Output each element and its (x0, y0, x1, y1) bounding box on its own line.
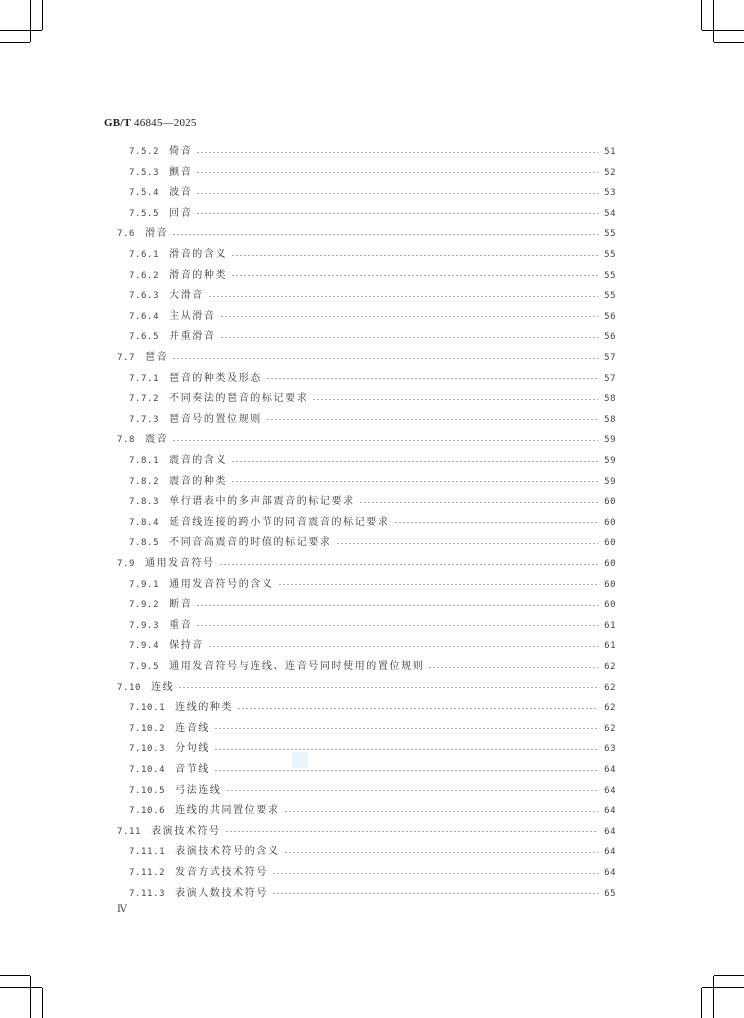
toc-entry-number: 7.11.1 (129, 847, 166, 858)
toc-entry-page: 61 (604, 641, 616, 652)
toc-dot-leader (219, 564, 598, 565)
toc-entry-number: 7.10.1 (129, 703, 166, 714)
toc-entry-title: 通用发音符号的含义 (169, 578, 274, 590)
toc-entry[interactable] (129, 142, 616, 162)
toc-entry-page: 55 (604, 270, 616, 281)
toc-entry-page: 59 (604, 456, 616, 466)
toc-entry-title: 颤音 (169, 166, 193, 178)
toc-entry-number: 7.11.2 (129, 868, 166, 878)
toc-dot-leader (266, 419, 598, 420)
toc-dot-leader (214, 728, 598, 729)
toc-entry-page: 57 (604, 373, 616, 384)
toc-entry-page: 60 (604, 579, 616, 590)
toc-entry-number: 7.8.5 (129, 538, 160, 549)
toc-entry[interactable] (129, 266, 616, 286)
crop-mark-top-left-v2 (42, 0, 43, 30)
toc-entry-title: 通用发音符号与连线、连音号同时使用的置位规则 (169, 661, 425, 672)
toc-dot-leader (208, 296, 598, 297)
toc-entry-page: 51 (604, 147, 616, 157)
toc-entry-number: 7.9.4 (129, 641, 160, 652)
toc-entry[interactable] (129, 410, 616, 430)
toc-dot-leader (272, 893, 598, 894)
toc-entry-title: 连线 (151, 681, 175, 693)
toc-entry-page: 64 (604, 765, 616, 775)
toc-entry-title: 主从滑音 (169, 310, 216, 322)
crop-mark-top-right-h (702, 30, 744, 31)
toc-entry-page: 64 (604, 847, 616, 858)
toc-dot-leader (359, 502, 598, 503)
toc-entry-title: 连音线 (175, 722, 210, 734)
toc-dot-leader (214, 749, 598, 750)
toc-entry-page: 64 (604, 785, 616, 796)
toc-entry-number: 7.9.2 (129, 600, 160, 611)
toc-dot-leader (208, 646, 598, 647)
toc-entry-number: 7.9.5 (129, 662, 160, 672)
document-header (104, 117, 197, 129)
toc-entry-page: 62 (604, 682, 616, 693)
toc-dot-leader (172, 358, 598, 359)
toc-entry-number: 7.10.4 (129, 765, 166, 775)
toc-entry[interactable] (129, 472, 616, 492)
toc-entry-title: 弓法连线 (175, 784, 222, 796)
toc-entry[interactable] (129, 636, 616, 656)
toc-dot-leader (266, 378, 598, 379)
toc-entry-title: 保持音 (169, 640, 204, 652)
toc-entry-page: 64 (604, 806, 616, 817)
toc-entry-title: 琶音的种类及形态 (169, 372, 262, 384)
toc-dot-leader (220, 337, 599, 338)
toc-dot-leader (231, 275, 598, 276)
toc-entry[interactable] (129, 389, 616, 409)
toc-entry-title: 并重滑音 (169, 331, 216, 343)
toc-entry-number: 7.6.3 (129, 291, 160, 302)
toc-entry-number: 7.5.3 (129, 167, 160, 178)
crop-mark-top-right-v2 (701, 0, 702, 30)
toc-entry[interactable] (129, 801, 616, 821)
toc-entry-number: 7.6.5 (129, 332, 160, 343)
toc-entry-page: 52 (604, 167, 616, 178)
crop-mark-bottom-right-v (713, 976, 714, 1018)
toc-entry[interactable] (129, 183, 616, 203)
toc-entry-page: 57 (604, 353, 616, 363)
toc-entry-title: 表演技术符号 (151, 825, 221, 837)
toc-entry-number: 7.8.4 (129, 517, 160, 528)
toc-entry-page: 62 (604, 662, 616, 672)
toc-entry[interactable] (117, 224, 616, 244)
toc-entry[interactable] (129, 760, 616, 780)
toc-dot-leader (284, 852, 598, 853)
toc-entry[interactable] (129, 307, 616, 327)
toc-entry-title: 滑音的种类 (169, 269, 228, 281)
toc-entry-number: 7.6.1 (129, 250, 160, 260)
toc-entry-title: 不同音高震音的时值的标记要求 (169, 537, 332, 549)
toc-entry-title: 震音的种类 (169, 475, 228, 487)
toc-entry-number: 7.9.3 (129, 620, 160, 631)
toc-entry-number: 7.11.3 (129, 888, 166, 899)
toc-dot-leader (336, 543, 599, 544)
toc-entry[interactable] (129, 451, 616, 471)
toc-entry-page: 63 (604, 744, 616, 755)
toc-entry-title: 琶音号的置位规则 (169, 413, 262, 425)
toc-entry-page: 60 (604, 559, 616, 569)
toc-entry-title: 断音 (169, 599, 193, 611)
toc-entry-number: 7.7.1 (129, 373, 160, 384)
toc-entry-number: 7.5.5 (129, 208, 160, 219)
toc-entry[interactable] (129, 657, 616, 677)
toc-entry-page: 55 (604, 229, 616, 240)
toc-entry-page: 58 (604, 394, 616, 405)
toc-entry-page: 60 (604, 517, 616, 528)
toc-entry-page: 60 (604, 600, 616, 611)
crop-mark-bottom-left-h (0, 987, 42, 988)
toc-entry-title: 连线的种类 (175, 702, 234, 714)
toc-entry-number: 7.5.2 (129, 147, 160, 157)
toc-entry-number: 7.8.3 (129, 497, 160, 508)
toc-entry-number: 7.6 (117, 229, 136, 240)
toc-entry-title: 不同奏法的琶音的标记要求 (169, 393, 309, 405)
toc-entry-title: 回音 (169, 207, 193, 219)
toc-dot-leader (172, 234, 598, 235)
toc-entry[interactable] (117, 554, 616, 574)
toc-entry[interactable] (129, 533, 616, 553)
toc-dot-leader (196, 213, 598, 214)
toc-entry-page: 55 (604, 250, 616, 260)
toc-entry-number: 7.10.3 (129, 744, 166, 755)
toc-entry-title: 震音 (145, 434, 169, 446)
watermark-stamp (292, 752, 308, 768)
toc-entry-title: 表演人数技术符号 (175, 887, 268, 899)
toc-entry-title: 连线的共同置位要求 (175, 805, 280, 817)
toc-entry-page: 58 (604, 414, 616, 425)
toc-entry[interactable] (129, 719, 616, 739)
toc-dot-leader (237, 708, 598, 709)
toc-entry-title: 发音方式技术符号 (175, 867, 268, 878)
toc-entry-page: 62 (604, 703, 616, 714)
toc-entry-title: 大滑音 (169, 290, 204, 302)
toc-entry-number: 7.10.2 (129, 723, 166, 734)
standard-code: GB/T (104, 117, 132, 129)
toc-entry[interactable] (129, 286, 616, 306)
toc-dot-leader (196, 152, 598, 153)
toc-entry-number: 7.6.2 (129, 270, 160, 281)
toc-entry[interactable] (129, 616, 616, 636)
crop-mark-top-left-h2 (0, 42, 30, 43)
toc-dot-leader (196, 625, 598, 626)
toc-dot-leader (394, 522, 599, 523)
toc-dot-leader (220, 316, 599, 317)
toc-entry-number: 7.7.3 (129, 414, 160, 425)
toc-dot-leader (172, 440, 598, 441)
toc-entry-title: 音节线 (175, 764, 210, 775)
standard-number: 46845—2025 (134, 117, 197, 129)
toc-entry[interactable] (117, 348, 616, 368)
crop-mark-bottom-left-v2 (42, 988, 43, 1018)
toc-entry[interactable] (129, 884, 616, 904)
toc-entry-page: 56 (604, 311, 616, 322)
toc-entry-page: 60 (604, 538, 616, 549)
toc-entry[interactable] (129, 369, 616, 389)
toc-entry-number: 7.10.5 (129, 785, 166, 796)
toc-entry[interactable] (117, 430, 616, 450)
toc-entry[interactable] (129, 163, 616, 183)
toc-dot-leader (196, 172, 598, 173)
crop-mark-bottom-left-h2 (0, 975, 30, 976)
toc-dot-leader (225, 831, 598, 832)
toc-entry-title: 波音 (169, 187, 193, 199)
toc-entry[interactable] (129, 698, 616, 718)
toc-entry-title: 延音线连接的跨小节的同音震音的标记要求 (169, 516, 390, 528)
toc-entry-number: 7.9.1 (129, 579, 160, 590)
toc-entry[interactable] (129, 492, 616, 512)
toc-entry-number: 7.5.4 (129, 188, 160, 199)
toc-entry[interactable] (129, 327, 616, 347)
toc-entry[interactable] (129, 842, 616, 862)
toc-entry-number: 7.10.6 (129, 806, 166, 817)
toc-entry[interactable] (117, 822, 616, 842)
toc-entry-page: 61 (604, 620, 616, 631)
crop-mark-bottom-left-v (30, 976, 31, 1018)
toc-entry-number: 7.10 (117, 682, 142, 693)
toc-dot-leader (278, 584, 599, 585)
page-number: Ⅳ (117, 904, 127, 915)
toc-dot-leader (284, 811, 598, 812)
toc-dot-leader (214, 770, 598, 771)
toc-entry-title: 滑音的含义 (169, 249, 228, 260)
toc-entry[interactable] (129, 245, 616, 265)
toc-entry-page: 56 (604, 332, 616, 343)
toc-entry-title: 表演技术符号的含义 (175, 846, 280, 858)
toc-entry-page: 65 (604, 888, 616, 899)
crop-mark-bottom-right-h2 (714, 975, 744, 976)
toc-entry-page: 59 (604, 435, 616, 446)
crop-mark-bottom-right-h (702, 987, 744, 988)
toc-dot-leader (226, 790, 598, 791)
crop-mark-top-right-v (713, 0, 714, 42)
crop-mark-bottom-right-v2 (701, 988, 702, 1018)
toc-entry-title: 倚音 (169, 146, 193, 157)
toc-entry-title: 震音的含义 (169, 455, 228, 466)
crop-mark-top-right-h2 (714, 42, 744, 43)
toc-dot-leader (196, 605, 598, 606)
toc-entry[interactable] (117, 678, 616, 698)
toc-entry-page: 62 (604, 723, 616, 734)
toc-dot-leader (231, 255, 598, 256)
toc-entry[interactable] (129, 595, 616, 615)
toc-entry-title: 琶音 (145, 352, 169, 363)
toc-entry-number: 7.11 (117, 826, 142, 837)
toc-entry-page: 64 (604, 868, 616, 878)
toc-entry[interactable] (129, 739, 616, 759)
toc-dot-leader (231, 481, 598, 482)
toc-entry[interactable] (129, 513, 616, 533)
toc-entry-page: 64 (604, 826, 616, 837)
toc-dot-leader (178, 687, 598, 688)
toc-entry-page: 54 (604, 208, 616, 219)
toc-entry-title: 重音 (169, 619, 193, 631)
toc-entry-title: 滑音 (145, 228, 169, 240)
toc-entry-number: 7.8.1 (129, 456, 160, 466)
toc-entry-title: 通用发音符号 (145, 558, 215, 569)
toc-entry[interactable] (129, 781, 616, 801)
toc-dot-leader (272, 873, 598, 874)
toc-entry[interactable] (129, 204, 616, 224)
toc-entry-number: 7.7.2 (129, 394, 160, 405)
crop-mark-top-left-h (0, 30, 42, 31)
toc-entry-number: 7.8.2 (129, 476, 160, 487)
toc-entry-page: 60 (604, 497, 616, 508)
toc-entry-page: 59 (604, 476, 616, 487)
toc-dot-leader (428, 667, 598, 668)
toc-entry-title: 单行谱表中的多声部震音的标记要求 (169, 496, 355, 508)
toc-entry-title: 分句线 (175, 743, 210, 755)
toc-entry-number: 7.6.4 (129, 311, 160, 322)
toc-dot-leader (312, 399, 598, 400)
crop-mark-top-left-v (30, 0, 31, 42)
toc-dot-leader (196, 193, 598, 194)
toc-entry-number: 7.7 (117, 353, 136, 363)
toc-entry-number: 7.8 (117, 435, 136, 446)
toc-entry[interactable] (129, 863, 616, 883)
toc-entry-page: 53 (604, 188, 616, 199)
toc-entry-page: 55 (604, 291, 616, 302)
toc-entry-number: 7.9 (117, 559, 136, 569)
toc-dot-leader (231, 461, 598, 462)
toc-entry[interactable] (129, 575, 616, 595)
